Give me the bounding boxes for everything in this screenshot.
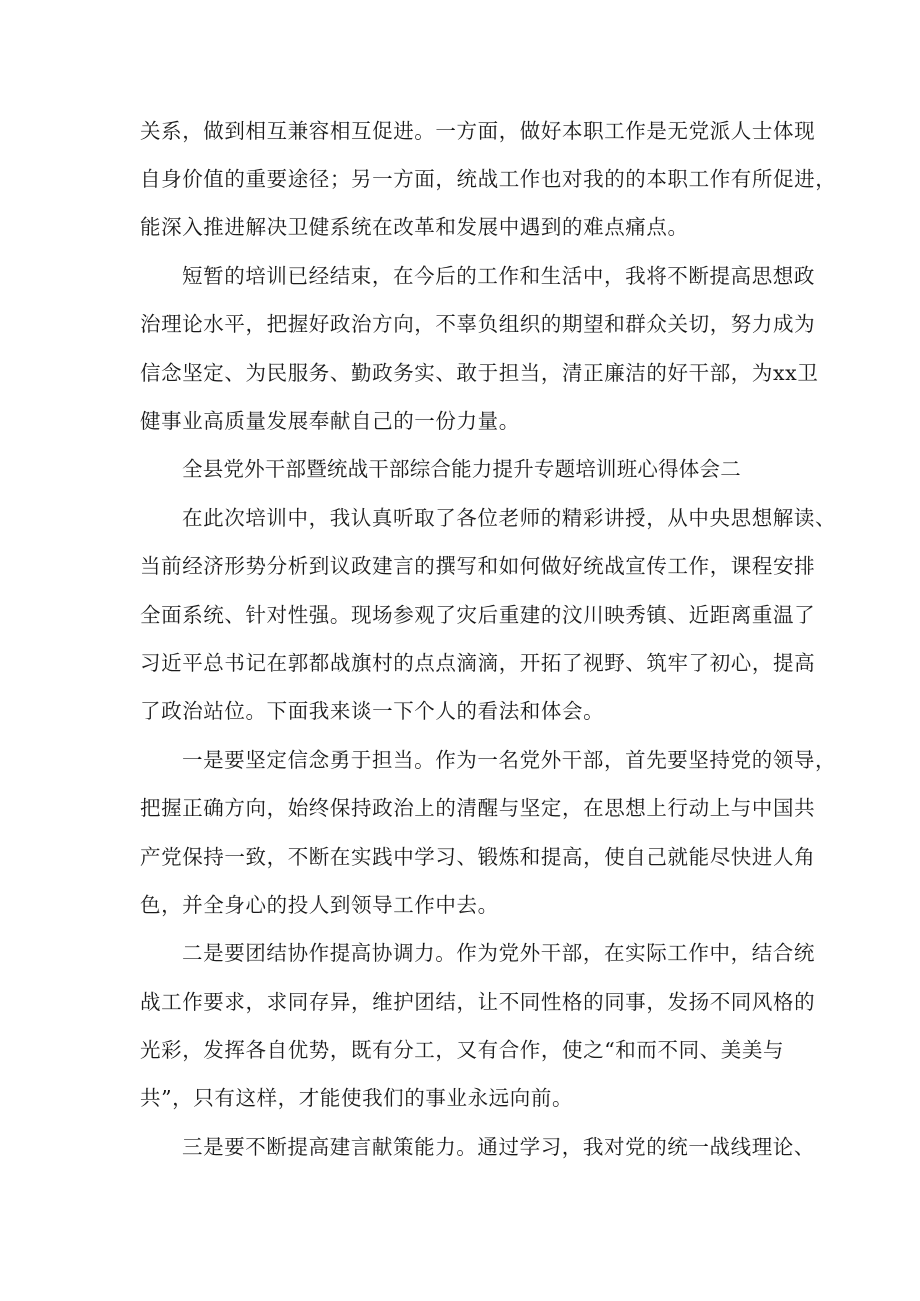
text-line: 共”，只有这样，才能使我们的事业永远向前。 [140,1086,574,1110]
text-line: 三是要不断提高建言献策能力。通过学习，我对党的统一战线理论、 [182,1135,815,1159]
text-line: 光彩，发挥各自优势，既有分工，又有合作，使之“和而不同、美美与 [140,1038,785,1062]
text-line: 治理论水平，把握好政治方向，不辜负组织的期望和群众关切，努力成为 [140,312,816,336]
text-line: 信念坚定、为民服务、勤政务实、敢于担当，清正廉洁的好干部，为xx卫 [140,361,819,385]
text-line: 战工作要求，求同存异，维护团结，让不同性格的同事，发扬不同风格的 [140,990,816,1014]
text-line: 当前经济形势分析到议政建言的撰写和如何做好统战宣传工作，课程安排 [140,554,816,578]
text-line: 产党保持一致，不断在实践中学习、锻炼和提高，使自己就能尽快进人角 [140,845,816,869]
text-line: 习近平总书记在郭都战旗村的点点滴滴，开拓了视野、筑牢了初心，提高 [140,651,816,675]
section-title: 全县党外干部暨统战干部综合能力提升专题培训班心得体会二 [182,457,741,481]
text-line: 色，并全身心的投人到领导工作中去。 [140,893,499,917]
text-line: 在此次培训中，我认真听取了各位老师的精彩讲授，从中央思想解读、 [182,506,837,530]
text-line: 了政治站位。下面我来谈一下个人的看法和体会。 [140,699,605,723]
text-line: 一是要坚定信念勇于担当。作为一名党外干部，首先要坚持党的领导， [182,748,837,772]
text-line: 把握正确方向，始终保持政治上的清醒与坚定，在思想上行动上与中国共 [140,796,816,820]
text-line: 全面系统、针对性强。现场参观了灾后重建的汶川映秀镇、近距离重温了 [140,603,816,627]
text-line: 健事业高质量发展奉献自己的一份力量。 [140,409,520,433]
text-line: 能深入推进解决卫健系统在改革和发展中遇到的难点痛点。 [140,215,689,239]
text-line: 短暂的培训已经结束，在今后的工作和生活中，我将不断提高思想政 [182,264,815,288]
text-line: 自身价值的重要途径；另一方面，统战工作也对我的的本职工作有所促进， [140,167,837,191]
text-line: 二是要团结协作提高协调力。作为党外干部，在实际工作中，结合统 [182,941,815,965]
text-line: 关系，做到相互兼容相互促进。一方面，做好本职工作是无党派人士体现 [140,119,816,143]
